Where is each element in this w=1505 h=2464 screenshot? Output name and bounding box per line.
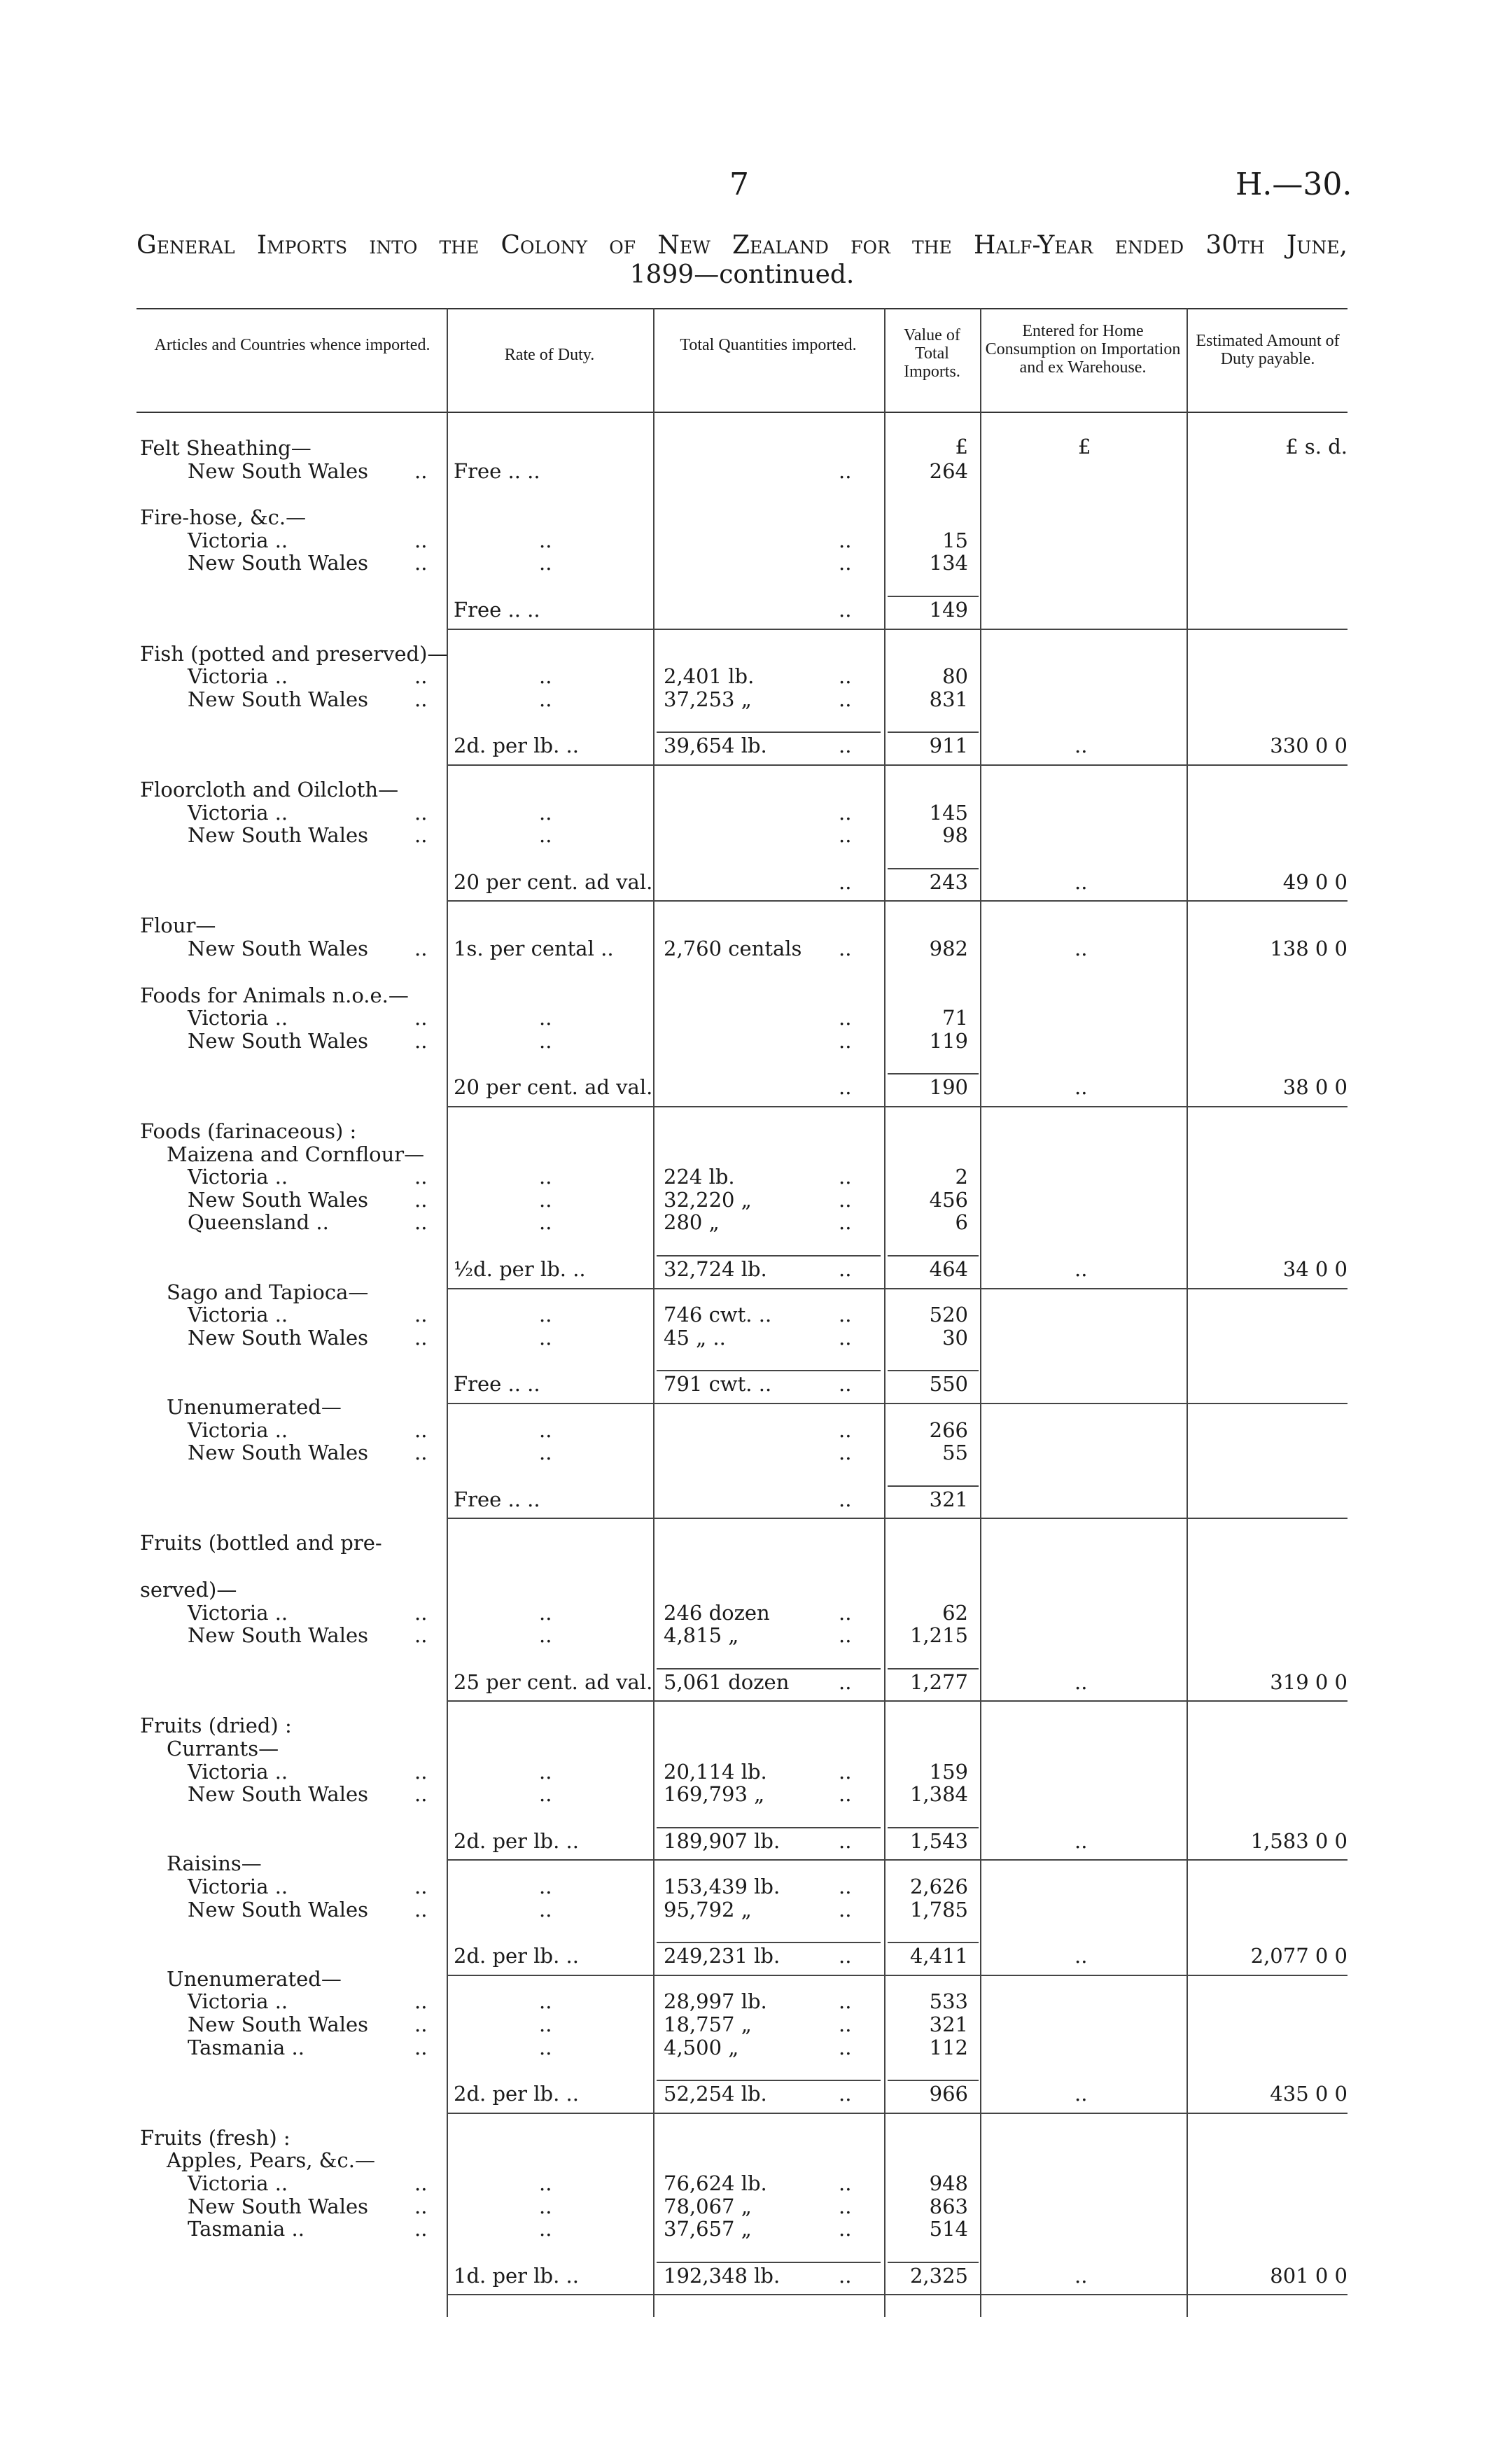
row-label: Victoria .. — [188, 664, 288, 688]
rate-of-duty: Free .. .. — [454, 598, 540, 622]
leader-dots: .. — [1074, 1670, 1088, 1694]
leader-dots: .. — [414, 1441, 428, 1464]
total-value: 533 — [929, 1989, 968, 2013]
row-label: Apples, Pears, &c.— — [167, 2148, 375, 2172]
document-title-line2: 1899—continued. — [629, 260, 855, 289]
total-quantity: 95,792 „ — [664, 1898, 752, 1921]
subtotal-rule — [888, 2262, 979, 2263]
row-label: Felt Sheathing— — [140, 436, 312, 460]
row-label: New South Wales — [188, 687, 369, 711]
leader-dots: .. — [414, 1875, 428, 1898]
leader-dots: .. — [539, 1006, 552, 1030]
leader-dots: .. — [414, 1326, 428, 1350]
row-label: Victoria .. — [188, 1875, 288, 1898]
leader-dots: .. — [539, 2194, 552, 2218]
rate-of-duty: 2d. per lb. .. — [454, 2082, 579, 2106]
total-quantity: 76,624 lb. — [664, 2171, 767, 2195]
leader-dots: .. — [414, 664, 428, 688]
leader-dots: .. — [539, 551, 552, 575]
row-label: New South Wales — [188, 1326, 369, 1350]
row-label: New South Wales — [188, 1898, 369, 1921]
total-value: 1,215 — [909, 1623, 968, 1647]
leader-dots: .. — [839, 1944, 852, 1968]
total-value: 863 — [929, 2194, 968, 2218]
leader-dots: .. — [839, 598, 852, 622]
leader-dots: .. — [839, 1075, 852, 1099]
total-quantity: 78,067 „ — [664, 2194, 752, 2218]
total-value: 4,411 — [909, 1944, 968, 1968]
table-header-rule — [136, 412, 1348, 413]
leader-dots: .. — [839, 1623, 852, 1647]
total-value: 119 — [929, 1029, 968, 1053]
subtotal-rule — [657, 1827, 881, 1828]
row-label: Floorcloth and Oilcloth— — [140, 778, 399, 802]
rate-of-duty: 2d. per lb. .. — [454, 1829, 579, 1853]
total-value: 982 — [929, 937, 968, 960]
leader-dots: .. — [1074, 2082, 1088, 2106]
unit-value: £ — [955, 435, 968, 458]
total-value: 145 — [929, 801, 968, 825]
subtotal-rule — [447, 1288, 1348, 1289]
subtotal-rule — [447, 1518, 1348, 1519]
leader-dots: .. — [414, 2012, 428, 2036]
column-divider — [447, 308, 448, 2317]
total-value: 520 — [929, 1303, 968, 1326]
total-value: 243 — [929, 870, 968, 894]
estimated-duty: 34 0 0 — [1282, 1257, 1348, 1281]
subtotal-rule — [888, 2080, 979, 2081]
rate-of-duty: 20 per cent. ad val. — [454, 1075, 653, 1099]
row-label: Victoria .. — [188, 2171, 288, 2195]
header-duty: Estimated Amount of Duty payable. — [1196, 332, 1340, 368]
leader-dots: .. — [839, 459, 852, 483]
header-entered: Entered for Home Consumption on Importation and ex Warehouse. — [985, 322, 1181, 377]
rate-of-duty: Free .. .. — [454, 1372, 540, 1396]
subtotal-rule — [657, 2080, 881, 2081]
leader-dots: .. — [839, 1257, 852, 1281]
total-value: 831 — [929, 687, 968, 711]
subtotal-rule — [888, 1485, 979, 1487]
leader-dots: .. — [539, 823, 552, 847]
leader-dots: .. — [414, 528, 428, 552]
leader-dots: .. — [839, 1989, 852, 2013]
page-number: 7 — [729, 167, 749, 202]
leader-dots: .. — [414, 1623, 428, 1647]
total-quantity: 169,793 „ — [664, 1782, 765, 1806]
row-label: Queensland .. — [188, 1210, 329, 1234]
leader-dots: .. — [839, 1875, 852, 1898]
leader-dots: .. — [839, 2264, 852, 2288]
leader-dots: .. — [539, 2171, 552, 2195]
row-label: Victoria .. — [188, 801, 288, 825]
row-label: Unenumerated— — [167, 1395, 342, 1419]
leader-dots: .. — [839, 823, 852, 847]
row-label: Victoria .. — [188, 1601, 288, 1625]
leader-dots: .. — [839, 1029, 852, 1053]
leader-dots: .. — [539, 528, 552, 552]
leader-dots: .. — [839, 1418, 852, 1442]
row-label: New South Wales — [188, 937, 369, 960]
row-label: Raisins— — [167, 1851, 262, 1875]
leader-dots: .. — [414, 1989, 428, 2013]
leader-dots: .. — [839, 1898, 852, 1921]
estimated-duty: 330 0 0 — [1270, 734, 1348, 757]
row-label: Fire-hose, &c.— — [140, 505, 307, 529]
total-value: 159 — [929, 1760, 968, 1784]
total-value: 62 — [942, 1601, 968, 1625]
leader-dots: .. — [839, 870, 852, 894]
row-label: New South Wales — [188, 1782, 369, 1806]
total-quantity: 37,657 „ — [664, 2217, 752, 2241]
leader-dots: .. — [539, 664, 552, 688]
total-value: 15 — [942, 528, 968, 552]
row-label: Foods for Animals n.o.e.— — [140, 983, 409, 1007]
leader-dots: .. — [414, 1898, 428, 1921]
total-quantity: 249,231 lb. — [664, 1944, 780, 1968]
total-value: 112 — [929, 2036, 968, 2059]
leader-dots: .. — [839, 1326, 852, 1350]
leader-dots: .. — [839, 937, 852, 960]
subtotal-rule — [888, 1942, 979, 1943]
total-value: 30 — [942, 1326, 968, 1350]
leader-dots: .. — [414, 2171, 428, 2195]
leader-dots: .. — [839, 1303, 852, 1326]
total-quantity: 189,907 lb. — [664, 1829, 780, 1853]
leader-dots: .. — [839, 1760, 852, 1784]
leader-dots: .. — [839, 1829, 852, 1853]
subtotal-rule — [888, 1827, 979, 1828]
row-label: Tasmania .. — [188, 2217, 304, 2241]
rate-of-duty: ½d. per lb. .. — [454, 1257, 586, 1281]
total-quantity: 224 lb. — [664, 1165, 735, 1189]
total-quantity: 791 cwt. .. — [664, 1372, 772, 1396]
leader-dots: .. — [839, 1670, 852, 1694]
row-label: Victoria .. — [188, 1989, 288, 2013]
leader-dots: .. — [839, 2012, 852, 2036]
total-value: 149 — [929, 598, 968, 622]
total-value: 190 — [929, 1075, 968, 1099]
total-value: 55 — [942, 1441, 968, 1464]
row-label: Maizena and Cornflour— — [167, 1142, 425, 1166]
leader-dots: .. — [839, 1372, 852, 1396]
total-quantity: 5,061 dozen — [664, 1670, 790, 1694]
leader-dots: .. — [414, 1210, 428, 1234]
total-value: 550 — [929, 1372, 968, 1396]
total-quantity: 20,114 lb. — [664, 1760, 767, 1784]
leader-dots: .. — [414, 1188, 428, 1212]
leader-dots: .. — [539, 1989, 552, 2013]
leader-dots: .. — [539, 1029, 552, 1053]
leader-dots: .. — [414, 551, 428, 575]
total-value: 1,384 — [909, 1782, 968, 1806]
leader-dots: .. — [839, 1601, 852, 1625]
header-rate: Rate of Duty. — [504, 346, 595, 364]
leader-dots: .. — [539, 1898, 552, 1921]
total-value: 134 — [929, 551, 968, 575]
leader-dots: .. — [1074, 870, 1088, 894]
row-label: New South Wales — [188, 1441, 369, 1464]
table-top-rule — [136, 308, 1348, 309]
estimated-duty: 435 0 0 — [1270, 2082, 1348, 2106]
subtotal-rule — [447, 764, 1348, 766]
subtotal-rule — [888, 1668, 979, 1670]
total-quantity: 37,253 „ — [664, 687, 752, 711]
estimated-duty: 319 0 0 — [1270, 1670, 1348, 1694]
leader-dots: .. — [839, 2194, 852, 2218]
total-quantity: 39,654 lb. — [664, 734, 767, 757]
row-label: New South Wales — [188, 2012, 369, 2036]
leader-dots: .. — [539, 2217, 552, 2241]
leader-dots: .. — [839, 1165, 852, 1189]
leader-dots: .. — [839, 801, 852, 825]
leader-dots: .. — [839, 687, 852, 711]
leader-dots: .. — [539, 1165, 552, 1189]
leader-dots: .. — [414, 1303, 428, 1326]
rate-of-duty: Free .. .. — [454, 1488, 540, 1511]
row-label: Victoria .. — [188, 1303, 288, 1326]
total-quantity: 45 „ .. — [664, 1326, 726, 1350]
leader-dots: .. — [414, 937, 428, 960]
total-quantity: 192,348 lb. — [664, 2264, 780, 2288]
leader-dots: .. — [839, 551, 852, 575]
total-value: 966 — [929, 2082, 968, 2106]
leader-dots: .. — [414, 1601, 428, 1625]
subtotal-rule — [657, 1255, 881, 1256]
leader-dots: .. — [539, 1326, 552, 1350]
leader-dots: .. — [539, 1188, 552, 1212]
row-label: New South Wales — [188, 459, 369, 483]
total-value: 514 — [929, 2217, 968, 2241]
total-value: 2 — [955, 1165, 968, 1189]
total-value: 911 — [929, 734, 968, 757]
header-quantities: Total Quantities imported. — [680, 336, 857, 354]
leader-dots: .. — [1074, 1944, 1088, 1968]
leader-dots: .. — [839, 2171, 852, 2195]
row-label: Victoria .. — [188, 1418, 288, 1442]
row-label: New South Wales — [188, 2194, 369, 2218]
leader-dots: .. — [539, 1623, 552, 1647]
leader-dots: .. — [414, 1782, 428, 1806]
document-title: General Imports into the Colony of New Zealand for the Half-Year ended 30th June, — [136, 231, 1348, 260]
leader-dots: .. — [839, 2036, 852, 2059]
rate-of-duty: 1d. per lb. .. — [454, 2264, 579, 2288]
header-value: Value of Total Imports. — [904, 326, 960, 381]
leader-dots: .. — [839, 1782, 852, 1806]
leader-dots: .. — [839, 2217, 852, 2241]
leader-dots: .. — [414, 459, 428, 483]
total-value: 98 — [942, 823, 968, 847]
subtotal-rule — [657, 2262, 881, 2263]
leader-dots: .. — [414, 2217, 428, 2241]
rate-of-duty: 1s. per cental .. — [454, 937, 614, 960]
subtotal-rule — [447, 1700, 1348, 1702]
row-label: Sago and Tapioca— — [167, 1280, 369, 1304]
total-value: 321 — [929, 1488, 968, 1511]
leader-dots: .. — [1074, 937, 1088, 960]
leader-dots: .. — [414, 1760, 428, 1784]
header-articles: Articles and Countries whence imported. — [154, 336, 430, 354]
total-quantity: 4,815 „ — [664, 1623, 739, 1647]
leader-dots: .. — [539, 1782, 552, 1806]
leader-dots: .. — [839, 1488, 852, 1511]
subtotal-rule — [657, 1668, 881, 1670]
leader-dots: .. — [539, 687, 552, 711]
total-quantity: 2,401 lb. — [664, 664, 755, 688]
leader-dots: .. — [414, 2036, 428, 2059]
total-value: 1,277 — [909, 1670, 968, 1694]
subtotal-rule — [447, 629, 1348, 630]
leader-dots: .. — [1074, 1075, 1088, 1099]
leader-dots: .. — [539, 1210, 552, 1234]
leader-dots: .. — [414, 687, 428, 711]
subtotal-rule — [447, 2113, 1348, 2114]
leader-dots: .. — [1074, 1829, 1088, 1853]
document-code: H.—30. — [1236, 167, 1352, 202]
leader-dots: .. — [539, 801, 552, 825]
leader-dots: .. — [539, 1760, 552, 1784]
leader-dots: .. — [539, 1601, 552, 1625]
estimated-duty: 38 0 0 — [1282, 1075, 1348, 1099]
leader-dots: .. — [1074, 734, 1088, 757]
estimated-duty: 2,077 0 0 — [1250, 1944, 1348, 1968]
total-quantity: 18,757 „ — [664, 2012, 752, 2036]
total-quantity: 2,760 centals — [664, 937, 802, 960]
total-value: 321 — [929, 2012, 968, 2036]
subtotal-rule — [447, 1403, 1348, 1404]
row-label: Fruits (bottled and pre- — [140, 1531, 382, 1555]
leader-dots: .. — [414, 1165, 428, 1189]
leader-dots: .. — [414, 823, 428, 847]
total-value: 2,626 — [909, 1875, 968, 1898]
row-label: Flour— — [140, 913, 216, 937]
total-value: 1,785 — [909, 1898, 968, 1921]
total-quantity: 4,500 „ — [664, 2036, 739, 2059]
total-quantity: 153,439 lb. — [664, 1875, 780, 1898]
row-label: Fruits (dried) : — [140, 1714, 292, 1737]
total-quantity: 52,254 lb. — [664, 2082, 767, 2106]
row-label: Victoria .. — [188, 1760, 288, 1784]
total-quantity: 32,220 „ — [664, 1188, 752, 1212]
subtotal-rule — [447, 1106, 1348, 1107]
subtotal-rule — [888, 1255, 979, 1256]
leader-dots: .. — [539, 1303, 552, 1326]
subtotal-rule — [447, 1975, 1348, 1976]
total-value: 464 — [929, 1257, 968, 1281]
leader-dots: .. — [414, 1418, 428, 1442]
estimated-duty: 138 0 0 — [1270, 937, 1348, 960]
column-divider — [980, 308, 981, 2317]
unit-entered: £ — [1078, 435, 1091, 458]
leader-dots: .. — [839, 664, 852, 688]
total-value: 80 — [942, 664, 968, 688]
total-quantity: 280 „ — [664, 1210, 720, 1234]
total-quantity: 746 cwt. .. — [664, 1303, 772, 1326]
row-label: Victoria .. — [188, 1165, 288, 1189]
subtotal-rule — [447, 900, 1348, 902]
leader-dots: .. — [539, 2012, 552, 2036]
row-label: served)— — [140, 1578, 237, 1602]
row-label: Victoria .. — [188, 1006, 288, 1030]
leader-dots: .. — [839, 734, 852, 757]
row-label: Fruits (fresh) : — [140, 2126, 290, 2150]
rate-of-duty: 2d. per lb. .. — [454, 1944, 579, 1968]
leader-dots: .. — [839, 1006, 852, 1030]
leader-dots: .. — [1074, 2264, 1088, 2288]
leader-dots: .. — [414, 1006, 428, 1030]
leader-dots: .. — [414, 2194, 428, 2218]
total-value: 2,325 — [909, 2264, 968, 2288]
subtotal-rule — [657, 1942, 881, 1943]
estimated-duty: 49 0 0 — [1282, 870, 1348, 894]
total-value: 264 — [929, 459, 968, 483]
leader-dots: .. — [414, 1029, 428, 1053]
estimated-duty: 801 0 0 — [1270, 2264, 1348, 2288]
rate-of-duty: 25 per cent. ad val. — [454, 1670, 653, 1694]
subtotal-rule — [447, 2294, 1348, 2295]
row-label: New South Wales — [188, 551, 369, 575]
row-label: Currants— — [167, 1737, 279, 1760]
total-quantity: 32,724 lb. — [664, 1257, 767, 1281]
leader-dots: .. — [414, 801, 428, 825]
total-value: 6 — [955, 1210, 968, 1234]
total-quantity: 28,997 lb. — [664, 1989, 767, 2013]
row-label: Tasmania .. — [188, 2036, 304, 2059]
leader-dots: .. — [839, 528, 852, 552]
rate-of-duty: 2d. per lb. .. — [454, 734, 579, 757]
leader-dots: .. — [839, 2082, 852, 2106]
row-label: New South Wales — [188, 1188, 369, 1212]
total-value: 71 — [942, 1006, 968, 1030]
leader-dots: .. — [839, 1188, 852, 1212]
row-label: Foods (farinaceous) : — [140, 1119, 357, 1143]
leader-dots: .. — [839, 1441, 852, 1464]
leader-dots: .. — [539, 1441, 552, 1464]
row-label: Unenumerated— — [167, 1967, 342, 1991]
column-divider — [1186, 308, 1188, 2317]
subtotal-rule — [888, 868, 979, 869]
leader-dots: .. — [839, 1210, 852, 1234]
subtotal-rule — [447, 1859, 1348, 1861]
row-label: New South Wales — [188, 823, 369, 847]
leader-dots: .. — [539, 2036, 552, 2059]
unit-duty: £ s. d. — [1285, 435, 1348, 458]
total-value: 456 — [929, 1188, 968, 1212]
rate-of-duty: 20 per cent. ad val. — [454, 870, 653, 894]
rate-of-duty: Free .. .. — [454, 459, 540, 483]
total-value: 948 — [929, 2171, 968, 2195]
subtotal-rule — [888, 596, 979, 597]
leader-dots: .. — [1074, 1257, 1088, 1281]
column-divider — [653, 308, 654, 2317]
row-label: Victoria .. — [188, 528, 288, 552]
total-value: 266 — [929, 1418, 968, 1442]
leader-dots: .. — [539, 1418, 552, 1442]
row-label: New South Wales — [188, 1623, 369, 1647]
total-value: 1,543 — [909, 1829, 968, 1853]
row-label: New South Wales — [188, 1029, 369, 1053]
total-quantity: 246 dozen — [664, 1601, 770, 1625]
estimated-duty: 1,583 0 0 — [1250, 1829, 1348, 1853]
leader-dots: .. — [539, 1875, 552, 1898]
row-label: Fish (potted and preserved)— — [140, 642, 448, 666]
